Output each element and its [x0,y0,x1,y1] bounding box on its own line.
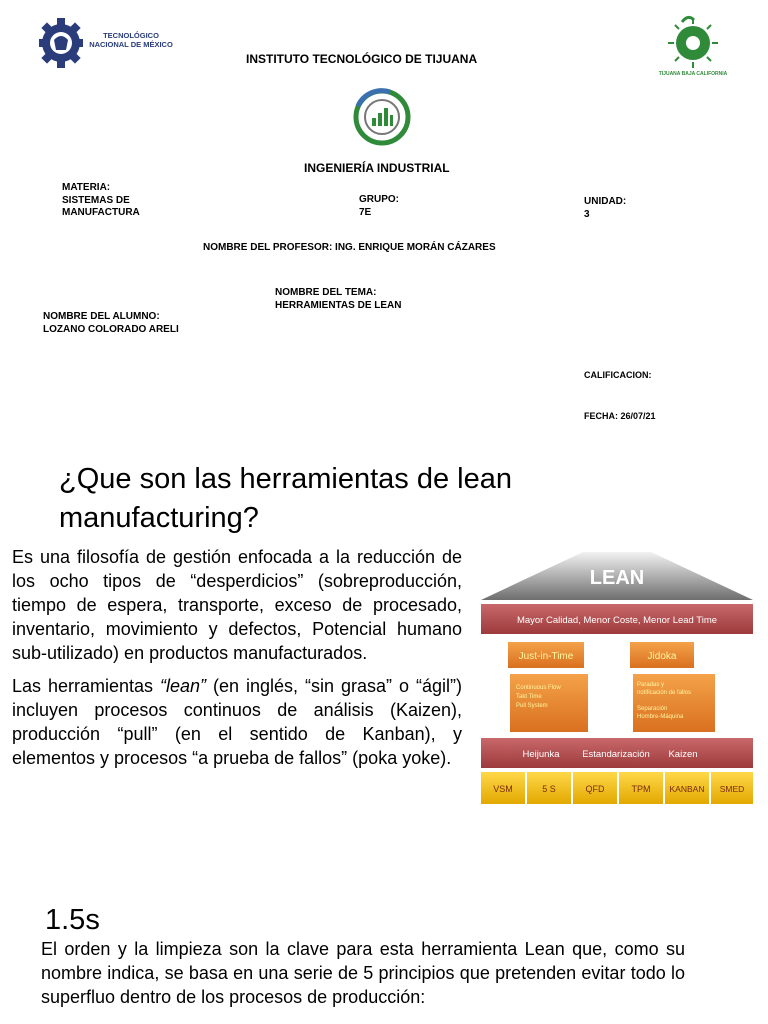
tecnm-logo-text: TECNOLÓGICO NACIONAL DE MÉXICO [89,31,173,49]
pillar-jit-item: Pull System [516,703,548,709]
lean-tool-label: SMED [719,784,745,794]
alumno-label: NOMBRE DEL ALUMNO: [43,311,160,322]
industrial-engineering-logo [350,86,414,148]
pillar-jit-item: Continuous Flow [516,685,561,691]
materia-value: SISTEMAS DE MANUFACTURA [62,195,140,218]
materia-label: MATERIA: [62,182,111,193]
tecnm-logo [37,10,177,76]
profesor-name: NOMBRE DEL PROFESOR: ING. ENRIQUE MORÁN CÁZARES [203,242,496,253]
lean-house-diagram [479,550,755,806]
pillar-jidoka-item: notificación de fallos [637,690,692,696]
section-title-lean: ¿Que son las herramientas de lean manufacturing? [59,463,512,534]
industrial-gear-icon [350,86,414,148]
lean-beam-label: Mayor Calidad, Menor Coste, Menor Lead Time [516,615,718,626]
paragraph-tools-end: (en inglés, “sin grasa” o “ágil”) incluyen procesos continuos de análisis (Kaizen), producción “pull” (en el sentido de Kanban), y elementos y procesos “a prueba de fallos” (poka yoke). [12,676,462,768]
unidad-label: UNIDAD: [584,196,627,207]
section-body-lean [12,545,462,770]
tema-value: HERRAMIENTAS DE LEAN [275,300,402,311]
lean-tool-label: VSM [493,784,513,794]
lean-base-item: Heijunka [522,749,560,760]
pillar-jit-title: Just-in-Time [518,651,574,662]
lean-tool-label: KANBAN [669,784,705,794]
pillar-jidoka-item: Hombre-Máquina [637,714,684,720]
alumno-value: LOZANO COLORADO ARELI [43,324,179,335]
institute-title: INSTITUTO TECNOLÓGICO DE TIJUANA [246,52,478,66]
grupo-value: 7E [359,207,372,218]
grupo-label: GRUPO: [359,194,399,205]
lean-tool-label: 5 S [542,784,556,794]
pillar-jidoka-title: Jidoka [647,651,677,662]
bc-seal-icon [658,12,728,78]
paragraph-tools-emphasis: “lean” [160,676,207,696]
bc-logo-text: TIJUANA BAJA CALIFORNIA [658,71,728,77]
paragraph-tools [12,674,462,770]
career-title: INGENIERÍA INDUSTRIAL [304,161,450,175]
pillar-jidoka-item: Separación [637,706,668,712]
lean-tool-label: QFD [585,784,605,794]
lean-base-item: Estandarización [582,749,650,760]
lean-roof-label: LEAN [589,567,645,589]
bc-logo [658,12,728,78]
tema-label: NOMBRE DEL TEMA: [275,287,377,298]
lean-tool-label: TPM [631,784,651,794]
pillar-jit-item: Takt Time [516,694,542,700]
section-title-5s: 1.5s [45,904,100,936]
pillar-jidoka-item: Paradas y [637,682,665,688]
tecnm-gear-icon [37,10,85,76]
lean-base-item: Kaizen [668,749,698,760]
section-body-5s: El orden y la limpieza son la clave para esta herramienta Lean que, como su nombre indica, se basa en una serie de 5 principios que pretenden evitar todo lo superfluo dentro de los procesos de producción: [41,939,685,1007]
paragraph-tools-start: Las herramientas [12,676,161,696]
paragraph-definition: Es una filosofía de gestión enfocada a la reducción de los ocho tipos de “desperdicios” (sobreproducción, tiempo de espera, transporte, exceso de procesado, inventario, movimiento y defectos, Potencial humano sub-utilizado) en productos manufacturados. [12,547,462,663]
fecha-label: FECHA: 26/07/21 [584,411,656,421]
unidad-value: 3 [584,209,590,220]
calificacion-label: CALIFICACION: [584,370,652,380]
